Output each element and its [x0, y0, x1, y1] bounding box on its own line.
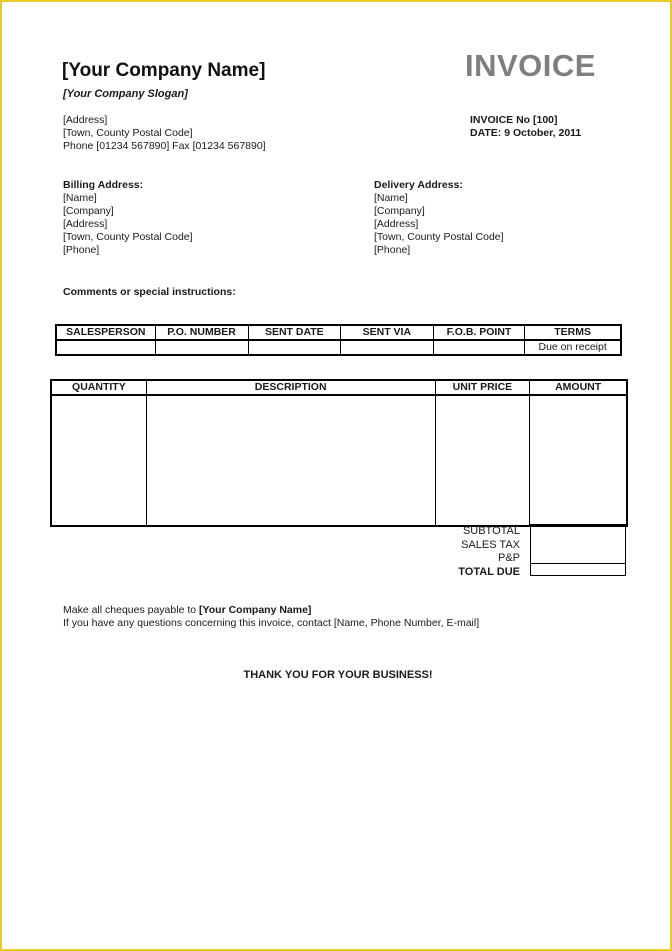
billing-street: [Address]	[63, 218, 108, 230]
questions-line: If you have any questions concerning this invoice, contact [Name, Phone Number, E-mail]	[63, 617, 480, 629]
subtotal-label: SUBTOTAL	[462, 525, 520, 537]
invoice-title: INVOICE	[465, 48, 596, 83]
company-name: [Your Company Name]	[62, 60, 266, 81]
billing-town: [Town, County Postal Code]	[63, 231, 193, 243]
description-cell[interactable]	[146, 395, 435, 526]
invoice-meta	[470, 114, 581, 140]
comments-label: Comments or special instructions:	[63, 286, 236, 298]
invoice-date: DATE: 9 October, 2011	[470, 127, 582, 139]
totals-amount-box[interactable]	[530, 524, 626, 576]
header-sent-via: SENT VIA	[341, 325, 434, 340]
company-address-line: [Town, County Postal Code]	[63, 127, 193, 139]
header-po-number: P.O. NUMBER	[155, 325, 248, 340]
billing-phone: [Phone]	[63, 244, 100, 256]
delivery-address	[374, 179, 504, 257]
total-due-label: TOTAL DUE	[458, 565, 520, 578]
billing-company: [Company]	[63, 205, 114, 217]
header-salesperson: SALESPERSON	[56, 325, 155, 340]
totals-labels	[422, 525, 520, 579]
delivery-street: [Address]	[374, 218, 419, 230]
company-phone-fax: Phone [01234 567890] Fax [01234 567890]	[63, 140, 266, 152]
delivery-name: [Name]	[374, 192, 408, 204]
unit-price-cell[interactable]	[435, 395, 530, 526]
terms-cell[interactable]: Due on receipt	[525, 340, 621, 355]
payment-note	[63, 604, 479, 630]
header-description: DESCRIPTION	[146, 380, 435, 395]
delivery-phone: [Phone]	[374, 244, 411, 256]
header-amount: AMOUNT	[530, 380, 627, 395]
header-fob-point: F.O.B. POINT	[433, 325, 525, 340]
billing-name: [Name]	[63, 192, 97, 204]
delivery-company: [Company]	[374, 205, 425, 217]
billing-heading: Billing Address:	[63, 179, 144, 191]
items-table	[50, 379, 628, 527]
salesperson-cell[interactable]	[56, 340, 155, 355]
amount-cell[interactable]	[530, 395, 627, 526]
items-body-row	[51, 395, 627, 526]
fob-point-cell[interactable]	[433, 340, 525, 355]
cheques-line	[63, 604, 479, 617]
header-terms: TERMS	[525, 325, 621, 340]
order-header-row	[56, 325, 621, 340]
company-slogan: [Your Company Slogan]	[63, 88, 188, 100]
sales-tax-label: SALES TAX	[461, 538, 520, 551]
sent-via-cell[interactable]	[341, 340, 434, 355]
items-header-row	[51, 380, 627, 395]
billing-address	[63, 179, 193, 257]
header-quantity: QUANTITY	[51, 380, 146, 395]
total-due-divider	[531, 563, 625, 564]
order-value-row	[56, 340, 621, 355]
pp-label: P&P	[497, 552, 520, 564]
invoice-number: INVOICE No [100]	[470, 114, 558, 126]
company-address-line: [Address]	[63, 114, 108, 126]
header-sent-date: SENT DATE	[248, 325, 341, 340]
company-address-block	[63, 114, 266, 153]
quantity-cell[interactable]	[51, 395, 146, 526]
cheques-prefix: Make all cheques payable to	[63, 604, 200, 616]
sent-date-cell[interactable]	[248, 340, 341, 355]
delivery-heading: Delivery Address:	[374, 179, 463, 191]
cheques-company: [Your Company Name]	[199, 604, 312, 616]
order-info-table	[55, 324, 622, 356]
po-number-cell[interactable]	[155, 340, 248, 355]
thank-you-message: THANK YOU FOR YOUR BUSINESS!	[243, 669, 433, 681]
header-unit-price: UNIT PRICE	[435, 380, 530, 395]
delivery-town: [Town, County Postal Code]	[374, 231, 504, 243]
